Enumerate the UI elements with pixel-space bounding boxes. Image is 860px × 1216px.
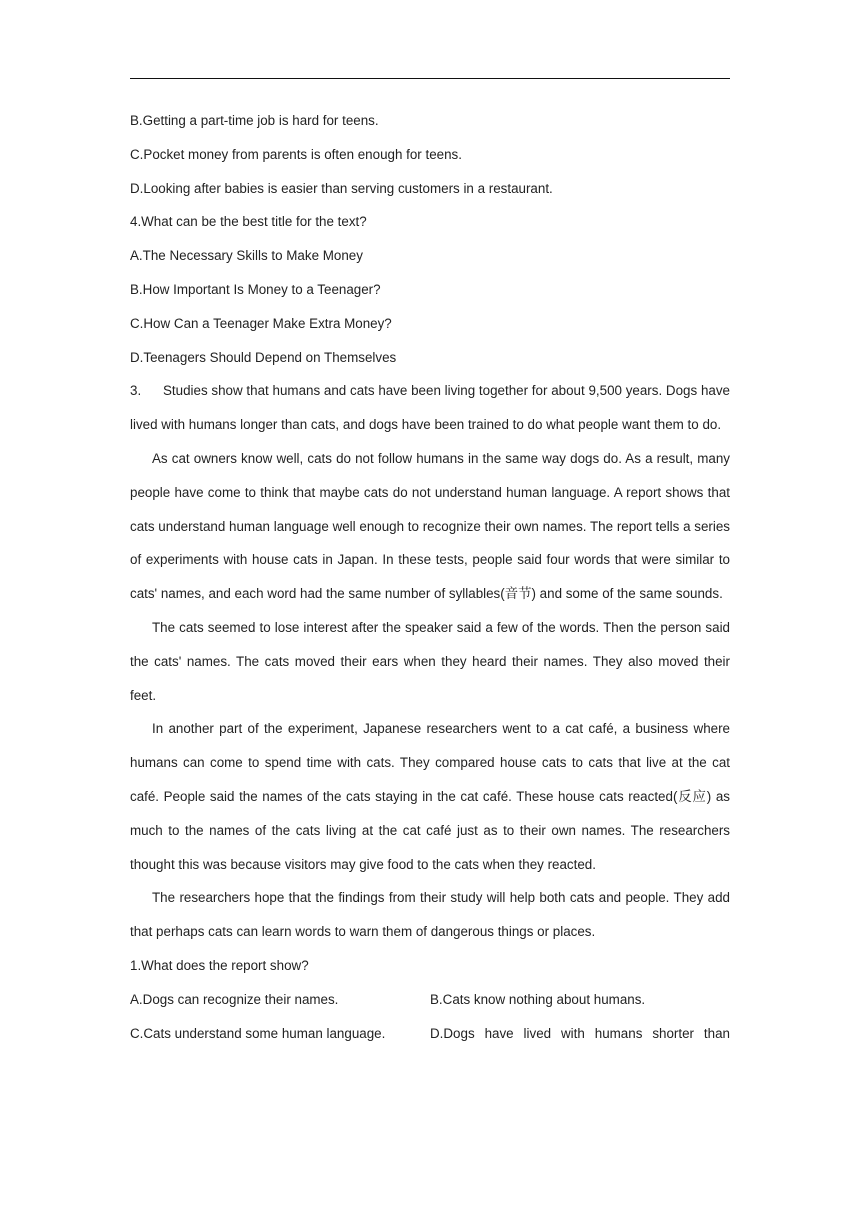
passage-3-paragraph-1: [130, 374, 730, 442]
question-1-options-row-1: [130, 983, 730, 1017]
question-4-option-b: B.How Important Is Money to a Teenager?: [130, 281, 381, 297]
question-4-option-c: C.How Can a Teenager Make Extra Money?: [130, 315, 392, 331]
document-content: [130, 104, 730, 1050]
passage-3-paragraph-2: As cat owners know well, cats do not follow humans in the same way dogs do. As a result, many people have come to think that maybe cats do not understand human language. A report shows that cats understand human language well enough to recognize their own names. The report tells a series of experiments with house cats in Japan. In these tests, people said four words that were similar to cats' names, and each word had the same number of syllables(音节) and some of the same sounds.: [130, 450, 730, 602]
prev-option-b: B.Getting a part-time job is hard for teens.: [130, 113, 379, 128]
passage-3-paragraph-3: The cats seemed to lose interest after the speaker said a few of the words. Then the person said the cats' names. The cats moved their ears when they heard their names. They also moved their feet.: [130, 619, 730, 703]
passage-3-paragraph-5: The researchers hope that the findings from their study will help both cats and people. They add that perhaps cats can learn words to warn them of dangerous things or places.: [130, 890, 730, 940]
paragraph-text: Studies show that humans and cats have been living together for about 9,500 years. Dogs have lived with humans longer than cats, and dogs have been trained to do what people want them to do.: [130, 383, 730, 433]
question-1-options-row-2: [130, 1017, 730, 1051]
question-4-option-a: A.The Necessary Skills to Make Money: [130, 248, 363, 264]
prev-option-c: C.Pocket money from parents is often enough for teens.: [130, 146, 462, 162]
question-4-option-d: D.Teenagers Should Depend on Themselves: [130, 349, 397, 365]
passage-3-paragraph-4: In another part of the experiment, Japanese researchers went to a cat café, a business where humans can come to spend time with cats. They compared house cats to cats that live at the cat café. People said the names of the cats staying in the cat café. These house cats reacted(反应) as much to the names of the cats living at the cat café just as to their own names. The researchers thought this was because visitors may give food to the cats when they reacted.: [130, 721, 730, 872]
question-1-option-b: B.Cats know nothing about humans.: [430, 991, 646, 1007]
header-rule: [130, 78, 730, 79]
question-1-option-a: A.Dogs can recognize their names.: [130, 991, 339, 1007]
question-4-stem: 4.What can be the best title for the text?: [130, 214, 367, 230]
question-1-option-c: C.Cats understand some human language.: [130, 1025, 386, 1041]
passage-number: 3.: [130, 383, 142, 399]
prev-option-d: D.Looking after babies is easier than serving customers in a restaurant.: [130, 180, 553, 196]
question-1-option-d: D.Dogs have lived with humans shorter than: [430, 1025, 730, 1041]
question-1-stem: 1.What does the report show?: [130, 957, 309, 973]
